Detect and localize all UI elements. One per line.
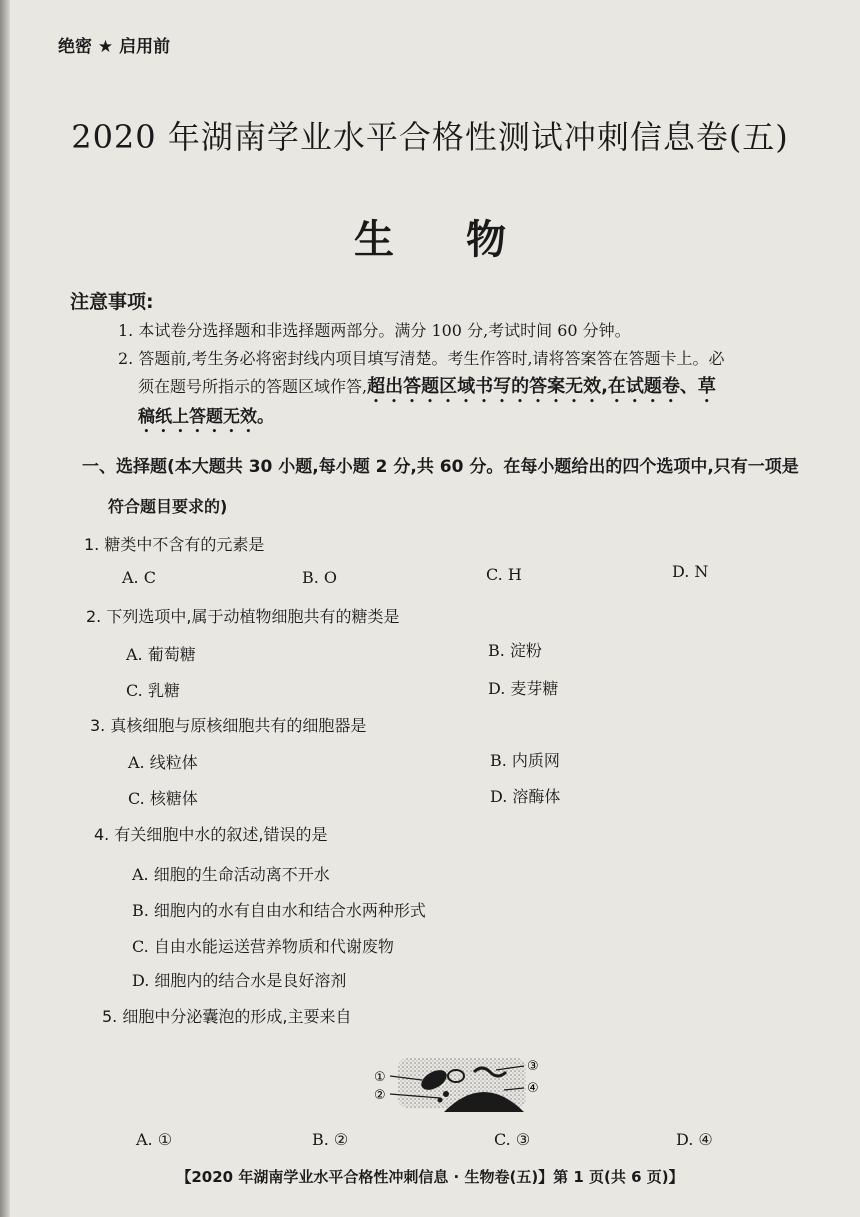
notice-item-2: 2. 答题前,考生务必将密封线内项目填写清楚。考生作答时,请将答案答在答题卡上。必 [118, 349, 725, 368]
question-4-option-a: A. 细胞的生命活动离不开水 [132, 865, 330, 884]
question-5-option-c: C. ③ [494, 1130, 531, 1149]
question-2-option-b: B. 淀粉 [488, 641, 542, 660]
question-4-option-b: B. 细胞内的水有自由水和结合水两种形式 [132, 901, 426, 920]
question-5-option-d: D. ④ [676, 1130, 713, 1149]
scan-edge-shadow [0, 0, 10, 1217]
question-2-option-a: A. 葡萄糖 [126, 645, 196, 664]
question-3-option-a: A. 线粒体 [128, 753, 198, 772]
question-2-option-c: C. 乳糖 [126, 681, 180, 700]
question-4-option-d: D. 细胞内的结合水是良好溶剂 [132, 971, 347, 990]
question-4-stem: 4. 有关细胞中水的叙述,错误的是 [94, 825, 328, 844]
question-5-stem: 5. 细胞中分泌囊泡的形成,主要来自 [102, 1007, 352, 1026]
notice-item-2-emphasis: 超出答题区域书写的答案无效,在试题卷、草 [367, 376, 716, 397]
question-1-stem: 1. 糖类中不含有的元素是 [84, 535, 265, 554]
marker-4: ④ [527, 1081, 539, 1096]
notice-item-2-plain: 须在题号所指示的答题区域作答, [138, 377, 368, 396]
notice-item-1: 1. 本试卷分选择题和非选择题两部分。满分 100 分,考试时间 60 分钟。 [118, 321, 631, 340]
notice-title: 注意事项: [70, 291, 154, 313]
question-5-option-b: B. ② [312, 1130, 349, 1149]
question-3-stem: 3. 真核细胞与原核细胞共有的细胞器是 [90, 716, 367, 735]
question-1-option-c: C. H [486, 565, 522, 584]
question-2-stem: 2. 下列选项中,属于动植物细胞共有的糖类是 [86, 607, 400, 626]
question-1-option-d: D. N [672, 562, 709, 581]
question-5-option-a: A. ① [136, 1130, 173, 1149]
marker-2: ② [374, 1088, 386, 1103]
question-2-option-d: D. 麦芽糖 [488, 679, 559, 698]
confidential-label: 绝密 ★ 启用前 [58, 37, 171, 57]
marker-1: ① [374, 1070, 386, 1085]
page-footer: 【2020 年湖南学业水平合格性冲刺信息 · 生物卷(五)】第 1 页(共 6 页)】 [176, 1168, 684, 1186]
section-heading: 一、选择题(本大题共 30 小题,每小题 2 分,共 60 分。在每小题给出的四个选项中,只有一项是 [82, 457, 799, 477]
question-4-option-c: C. 自由水能运送营养物质和代谢废物 [132, 937, 394, 956]
question-3-option-b: B. 内质网 [490, 751, 560, 770]
question-1-option-b: B. O [302, 568, 338, 587]
cell-diagram [374, 1054, 554, 1112]
section-heading-cont: 符合题目要求的) [108, 497, 228, 516]
question-1-option-a: A. C [122, 568, 156, 587]
question-3-option-d: D. 溶酶体 [490, 787, 561, 806]
marker-3: ③ [527, 1059, 539, 1074]
question-3-option-c: C. 核糖体 [128, 789, 198, 808]
subject-title: 生物 [354, 216, 578, 263]
exam-title: 2020 年湖南学业水平合格性测试冲刺信息卷(五) [71, 118, 789, 156]
notice-item-2-emphasis-end: 稿纸上答题无效。 [138, 407, 274, 427]
